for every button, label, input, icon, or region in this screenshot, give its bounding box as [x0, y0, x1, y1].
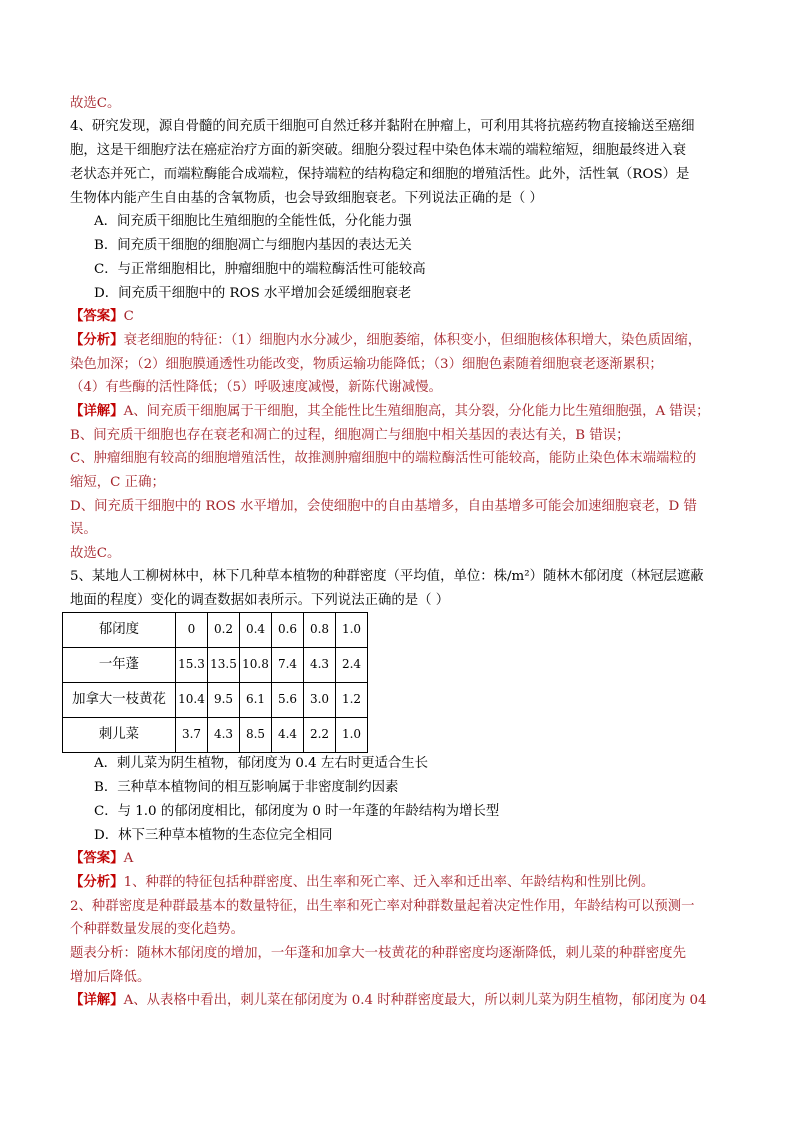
q4-stem-line: 老状态并死亡，而端粒酶能合成端粒，保持端粒的结构稳定和细胞的增殖活性。此外，活性氧（ROS）是 [70, 167, 690, 182]
row-label: 一年蓬 [63, 648, 176, 683]
table-cell: 3.7 [176, 718, 208, 753]
analysis-tag: 【分析】 [70, 332, 124, 348]
analysis-text: 1、种群的特征包括种群密度、出生率和死亡率、迁入率和迁出率、年龄结构和性别比例。 [123, 875, 655, 890]
table-header-cell: 0.4 [240, 613, 272, 648]
table-cell: 4.3 [304, 648, 336, 683]
table-header-cell: 0.6 [272, 613, 304, 648]
answer-tag: 【答案】 [70, 308, 124, 324]
q5-analysis-line: 题表分析：随林木郁闭度的增加，一年蓬和加拿大一枝黄花的种群密度均逐渐降低，刺儿菜的种群密度先 [70, 946, 686, 961]
table-header-label: 郁闭度 [63, 613, 176, 648]
q5-stem-line: 5、某地人工柳树林中，林下几种草本植物的种群密度（平均值，单位：株/m²）随林木郁闭度（林冠层遮蔽 [70, 569, 704, 584]
table-row [63, 718, 368, 753]
table-cell: 10.4 [176, 683, 208, 718]
table-cell: 3.0 [304, 683, 336, 718]
table-cell: 2.2 [304, 718, 336, 753]
table-cell: 10.8 [240, 648, 272, 683]
table-cell: 2.4 [336, 648, 368, 683]
q4-conclusion: 故选C。 [70, 546, 121, 561]
q5-option-b: B．三种草本植物间的相互影响属于非密度制约因素 [94, 780, 399, 795]
q5-answer [70, 847, 724, 871]
q4-answer [70, 305, 724, 329]
answer-tag: 【答案】 [70, 850, 124, 866]
table-row [63, 648, 368, 683]
q4-detail-line: 缩短，C 正确； [70, 475, 165, 490]
conclusion-text: 故选C。 [70, 96, 121, 111]
table-cell: 7.4 [272, 648, 304, 683]
detail-text: A、从表格中看出，刺儿菜在郁闭度为 0.4 时种群密度最大，所以刺儿菜为阴生植物，郁闭度为 04 [123, 993, 707, 1008]
q4-detail-line: B、间充质干细胞也存在衰老和凋亡的过程，细胞凋亡与细胞中相关基因的表达有关，B 错误； [70, 428, 630, 443]
table-cell: 8.5 [240, 718, 272, 753]
q4-detail-line [70, 400, 724, 424]
table-header-row [63, 613, 368, 648]
q4-stem-line: 生物体内能产生自由基的含氧物质，也会导致细胞衰老。下列说法正确的是（ ） [70, 191, 543, 206]
table-header-cell: 0.2 [208, 613, 240, 648]
table-cell: 1.0 [336, 718, 368, 753]
q4-analysis-line: 染色加深；（2）细胞膜通透性功能改变，物质运输功能降低；（3）细胞色素随着细胞衰老逐渐累积； [70, 357, 663, 372]
q5-stem-line: 地面的程度）变化的调查数据如表所示。下列说法正确的是（ ） [70, 593, 450, 608]
table-cell: 4.4 [272, 718, 304, 753]
answer-value: A [123, 851, 134, 866]
table-header-cell: 0 [176, 613, 208, 648]
row-label: 加拿大一枝黄花 [63, 683, 176, 718]
table-header-cell: 0.8 [304, 613, 336, 648]
table-cell: 9.5 [208, 683, 240, 718]
q5-analysis-line: 个种群数量发展的变化趋势。 [70, 922, 245, 937]
q5-analysis-line: 增加后降低。 [70, 970, 151, 985]
analysis-tag: 【分析】 [70, 874, 124, 890]
q4-analysis-line [70, 329, 724, 353]
q5-detail-line [70, 989, 724, 1013]
q5-analysis-line [70, 871, 724, 895]
q4-stem-line: 胞，这是干细胞疗法在癌症治疗方面的新突破。细胞分裂过程中染色体末端的端粒缩短，细胞最终进入衰 [70, 143, 686, 158]
detail-text: A、间充质干细胞属于干细胞，其全能性比生殖细胞高，其分裂，分化能力比生殖细胞强，A 错误； [123, 404, 710, 419]
row-label: 刺儿菜 [63, 718, 176, 753]
q4-detail-line: C、肿瘤细胞有较高的细胞增殖活性，故推测肿瘤细胞中的端粒酶活性可能较高，能防止染色体末端端粒的 [70, 451, 697, 466]
q4-detail-line: 误。 [70, 522, 97, 537]
table-cell: 6.1 [240, 683, 272, 718]
detail-tag: 【详解】 [70, 403, 124, 419]
table-cell: 4.3 [208, 718, 240, 753]
q4-detail-line: D、间充质干细胞中的 ROS 水平增加，会使细胞中的自由基增多，自由基增多可能会加速细胞衰老，D 错 [70, 499, 697, 514]
q4-option-b: B．间充质干细胞的细胞凋亡与细胞内基因的表达无关 [94, 238, 412, 253]
table-row [63, 683, 368, 718]
q4-option-d: D．间充质干细胞中的 ROS 水平增加会延缓细胞衰老 [94, 286, 412, 301]
table-header-cell: 1.0 [336, 613, 368, 648]
q5-option-c: C．与 1.0 的郁闭度相比，郁闭度为 0 时一年蓬的年龄结构为增长型 [94, 804, 500, 819]
table-cell: 15.3 [176, 648, 208, 683]
q5-analysis-line: 2、种群密度是种群最基本的数量特征，出生率和死亡率对种群数量起着决定性作用，年龄结构可以预测一 [70, 899, 695, 914]
analysis-text: 衰老细胞的特征：（1）细胞内水分减少，细胞萎缩，体积变小，但细胞核体积增大，染色质固缩， [123, 333, 702, 348]
q5-option-d: D．林下三种草本植物的生态位完全相同 [94, 828, 333, 843]
table-cell: 1.2 [336, 683, 368, 718]
table-cell: 5.6 [272, 683, 304, 718]
q4-option-a: A．间充质干细胞比生殖细胞的全能性低，分化能力强 [94, 214, 412, 229]
q5-option-a: A．刺儿菜为阴生植物，郁闭度为 0.4 左右时更适合生长 [94, 756, 429, 771]
q4-analysis-line: （4）有些酶的活性降低；（5）呼吸速度减慢，新陈代谢减慢。 [70, 380, 442, 395]
detail-tag: 【详解】 [70, 992, 124, 1008]
density-table [62, 612, 368, 753]
table-cell: 13.5 [208, 648, 240, 683]
answer-value: C [123, 309, 134, 324]
q4-stem-line: 4、研究发现，源自骨髓的间充质干细胞可自然迁移并黏附在肿瘤上，可利用其将抗癌药物直接输送至癌细 [70, 119, 695, 134]
q4-option-c: C．与正常细胞相比，肿瘤细胞中的端粒酶活性可能较高 [94, 262, 426, 277]
